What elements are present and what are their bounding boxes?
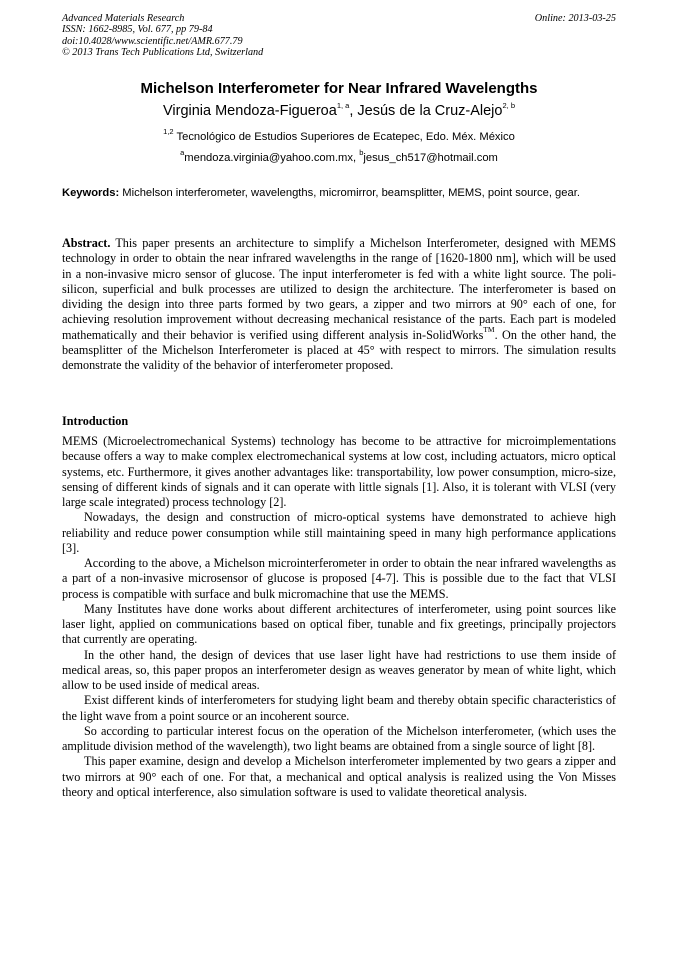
- email-a: mendoza.virginia@yahoo.com.mx,: [184, 152, 360, 164]
- intro-paragraph-6: Exist different kinds of interferometers for studying light beam and thereby obtain specific characteristics of the light wave from a point source or an incoherent source.: [62, 693, 616, 723]
- affiliation: [62, 126, 616, 145]
- abstract-text-2: . On the other hand, the beamsplitter of the Michelson Interferometer is placed at 45° with respect to mirrors. The simulation results demonstrate the validity of the behavior of interferometer proposed.: [62, 327, 616, 372]
- journal-header: [62, 13, 616, 58]
- introduction-body: [62, 434, 616, 800]
- introduction-heading: Introduction: [62, 414, 129, 428]
- affiliation-marker: 1,2: [163, 126, 174, 136]
- abstract-text-1: This paper presents an architecture to simplify a Michelson Interferometer, designed with MEMS technology in order to obtain the near infrared wavelengths in the range of [1620-1800 nm], which will be used in a non-invasive micro sensor of glucose. The input interferometer is fed with a white light source. The poli-silicon, superficial and bulk processes are utilized to design the architecture. The interferometer is based on dividing the design into three parts formed by two gears, a zipper and two mirrors at 90° each of one, for achieving resolution improvement without decreasing mechanical resistance of the parts. Each part is modeled mathematically and their behavior is verified using different analysis in-SolidWorks: [62, 236, 616, 342]
- journal-name: Advanced Materials Research: [62, 13, 185, 24]
- keywords-label: Keywords:: [62, 187, 120, 199]
- abstract: [62, 236, 616, 373]
- intro-paragraph-8: This paper examine, design and develop a Michelson interferometer implemented by two gears a zipper and two mirrors at 90° each of one. For that, a mechanical and optical analysis is realized using the Von Misses theory and optical interference, also simulation software is used to validate theoretical analysis.: [62, 754, 616, 799]
- email-b: jesus_ch517@hotmail.com: [363, 152, 498, 164]
- author-line: [62, 102, 616, 120]
- intro-paragraph-1: MEMS (Microelectromechanical Systems) technology has become to be attractive for microimplementations because offers a way to make complex electromechanical systems at low cost, including actuators, micro optical systems, etc. Furthermore, it gives another advantages like: transportability, low power consumption, micro-size, sensing of different kinds of signals and it can operate with little signals [1]. Also, it is tolerant with VLSI (very large scale integrated) process technology [2].: [62, 434, 616, 509]
- keywords-text: Michelson interferometer, wavelengths, micromirror, beamsplitter, MEMS, point source, gear.: [119, 187, 580, 199]
- intro-paragraph-2: Nowadays, the design and construction of micro-optical systems have demonstrated to achieve high reliability and reduce power consumption while still maintaining speed in many high performance applications [3].: [62, 510, 616, 555]
- keywords: [62, 186, 616, 201]
- affiliation-text: Tecnológico de Estudios Superiores de Ecatepec, Edo. Méx. México: [173, 131, 515, 143]
- journal-doi: doi:10.4028/www.scientific.net/AMR.677.79: [62, 35, 243, 47]
- abstract-label: Abstract.: [62, 236, 111, 250]
- email-b-marker: b: [359, 147, 364, 157]
- intro-paragraph-3: According to the above, a Michelson microinterferometer in order to obtain the near infrared wavelengths as a part of a non-invasive microsensor of glucose is proposed [4-7]. This is possible due to the fact that VLSI process is compatible with surface and bulk micromachine that use the MEMS.: [62, 556, 616, 601]
- email-a-marker: a: [180, 147, 185, 157]
- author-separator: ,: [349, 103, 358, 119]
- intro-paragraph-7: So according to particular interest focus on the operation of the Michelson interferometer, (which uses the amplitude division method of the wavelength), two light beams are obtained from a single source of light [8].: [62, 723, 616, 753]
- author-2: Jesús de la Cruz-Alejo: [357, 103, 503, 119]
- intro-paragraph-4: Many Institutes have done works about different architectures of interferometer, using point sources like laser light, applied on communications based on optical fiber, tunable and fix greetings, principally projectors that currently are operating.: [62, 601, 616, 647]
- trademark-mark: TM: [483, 324, 495, 334]
- author-2-affil: 2, b: [502, 100, 515, 110]
- journal-copyright: © 2013 Trans Tech Publications Ltd, Switzerland: [62, 46, 264, 58]
- author-1-affil: 1, a: [336, 100, 350, 110]
- journal-issn: ISSN: 1662-8985, Vol. 677, pp 79-84: [62, 24, 213, 36]
- intro-paragraph-5: In the other hand, the design of devices that use laser light have had restrictions to use them inside of medical areas, so, this paper propos an interferometer design as weaves generator by mean of white light, which allow to be used inside of medical areas.: [62, 647, 616, 692]
- paper-title: Michelson Interferometer for Near Infrared Wavelengths: [140, 80, 538, 97]
- author-emails: [62, 147, 616, 166]
- author-1: Virginia Mendoza-Figueroa: [162, 103, 337, 119]
- online-date: Online: 2013-03-25: [534, 13, 616, 24]
